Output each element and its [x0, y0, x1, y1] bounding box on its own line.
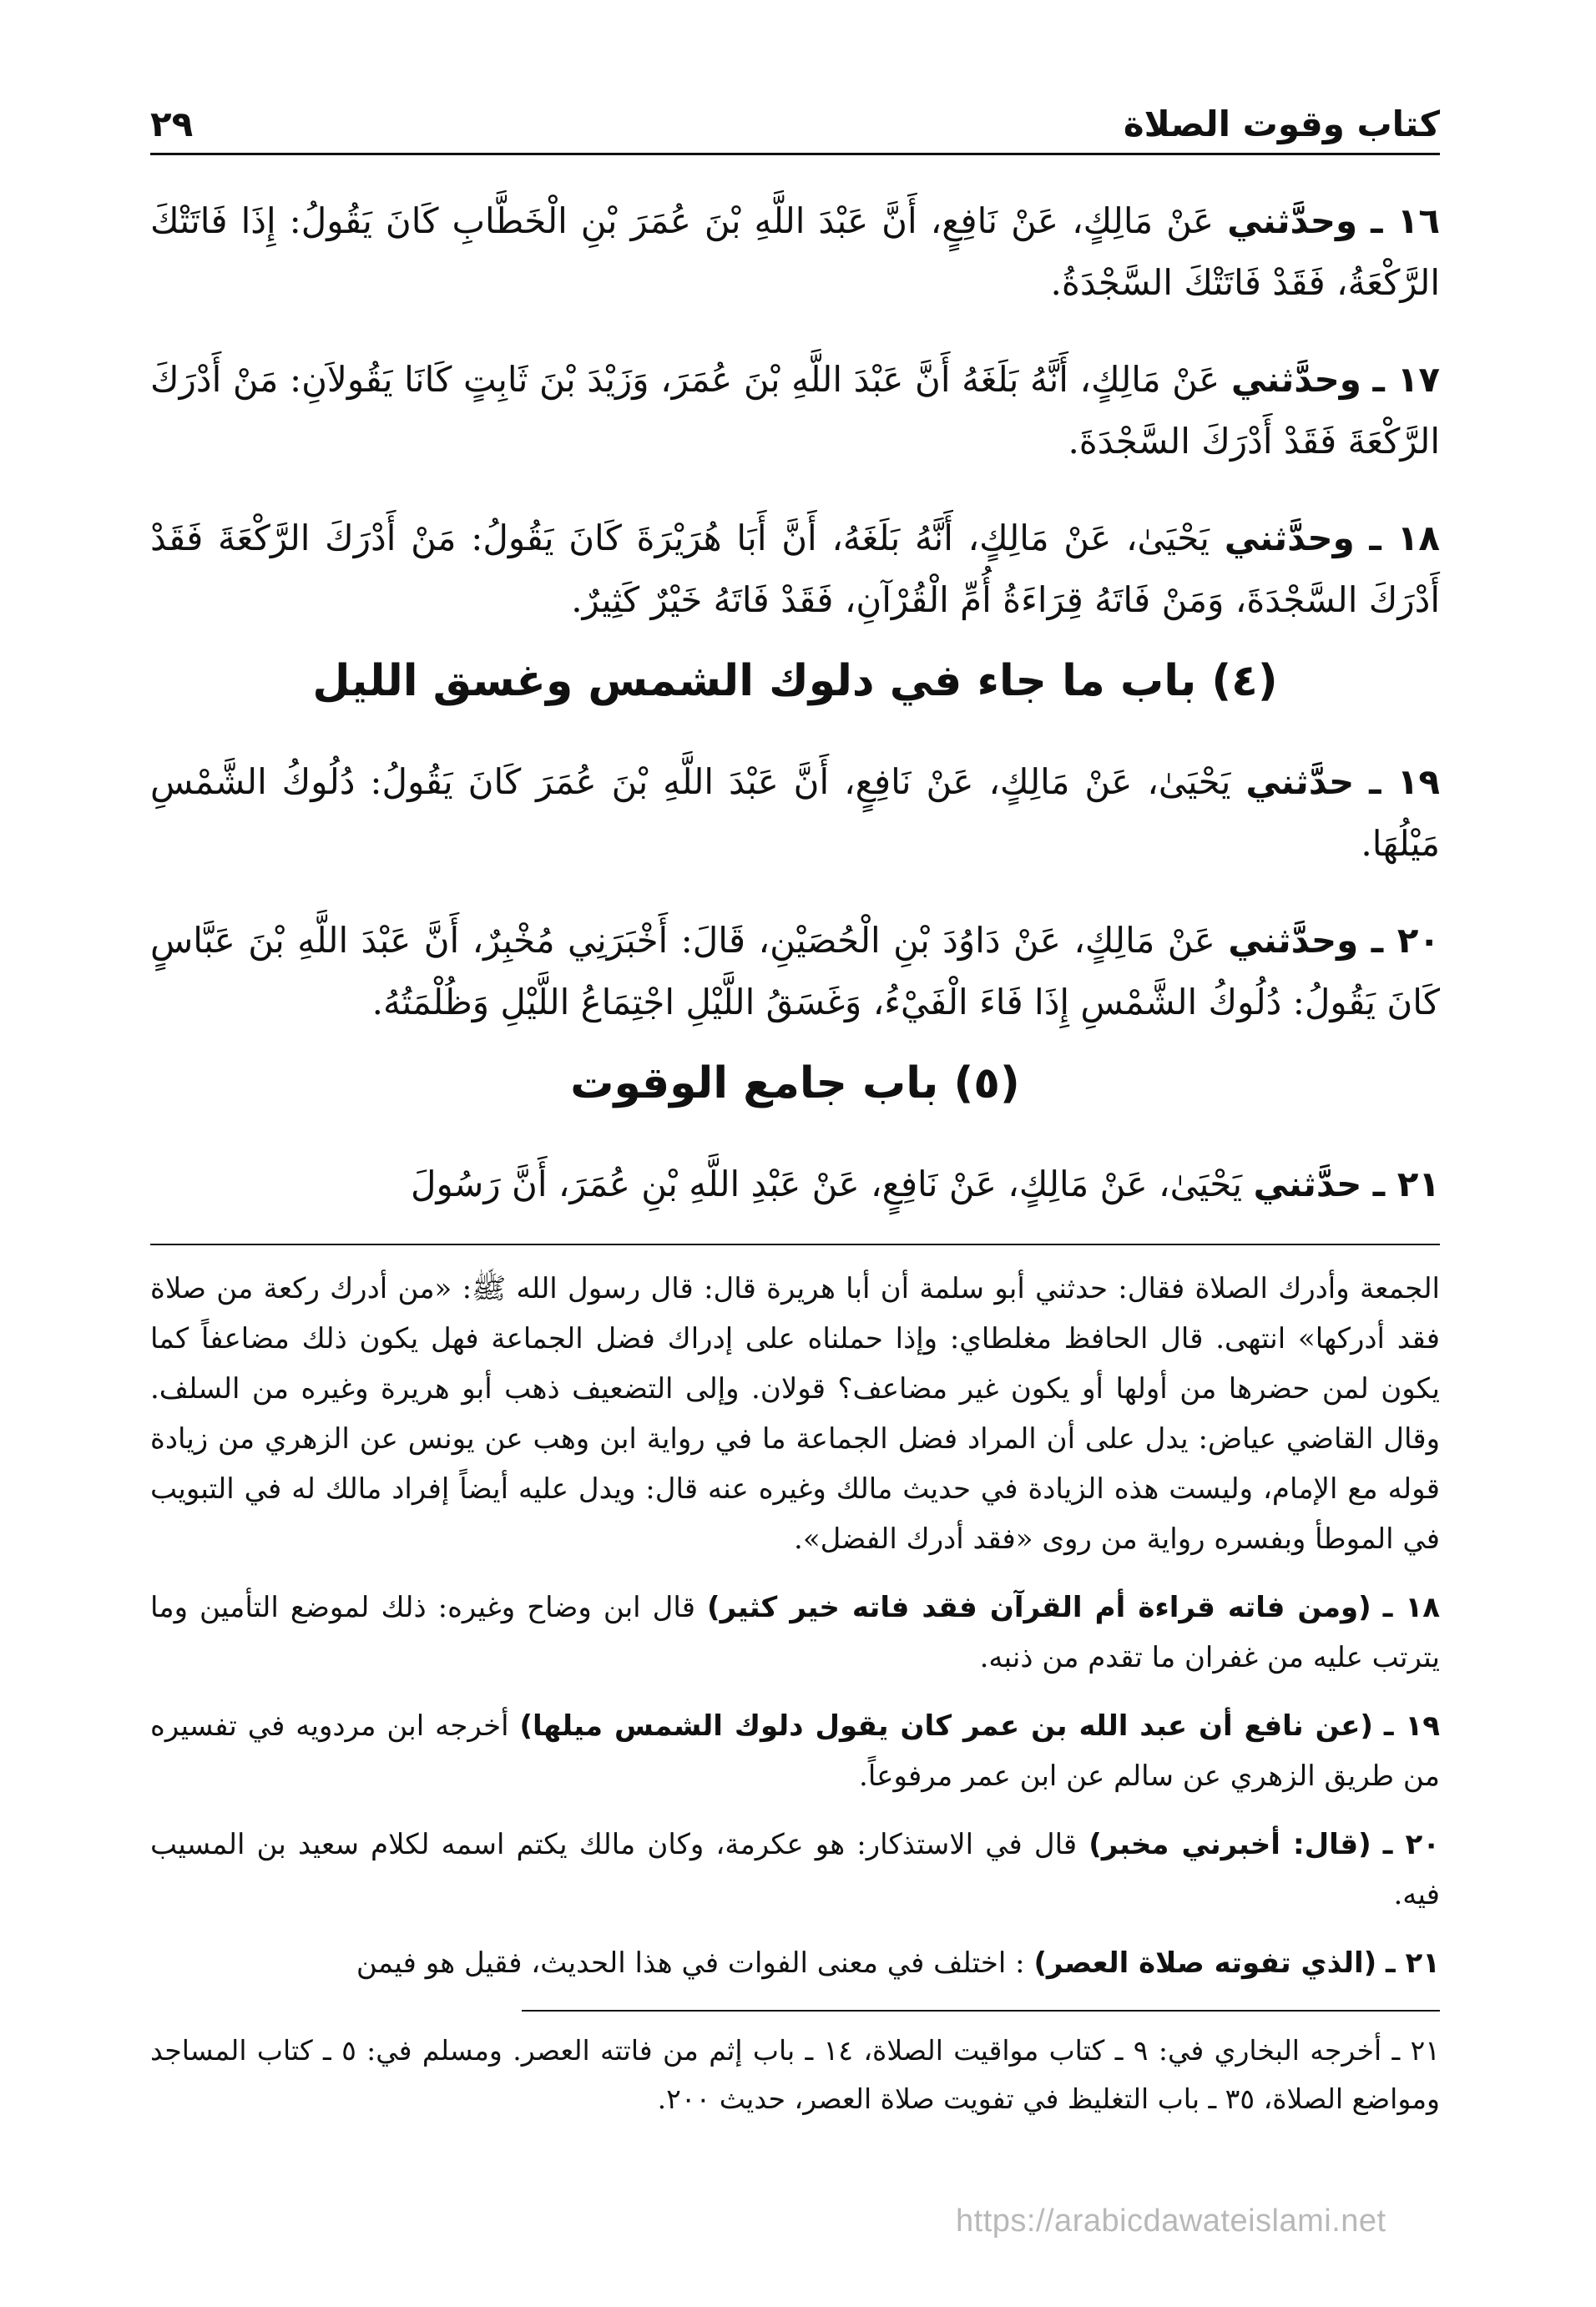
hadith-20 — [150, 910, 1440, 1033]
hadith-16 — [150, 190, 1440, 314]
hadith-lead: وحدَّثني — [1228, 920, 1359, 961]
chapter-5-title: (٥) باب جامع الوقوت — [570, 1058, 1020, 1108]
hadith-number: ٢٠ ـ — [1371, 920, 1440, 961]
hadith-number: ١٩ ـ — [1369, 761, 1440, 802]
commentary-note-19 — [150, 1701, 1440, 1801]
chapter-4-title: (٤) باب ما جاء في دلوك الشمس وغسق الليل — [312, 656, 1278, 706]
commentary-note-21 — [150, 1938, 1440, 1988]
note-quote: (ومن فاته قراءة أم القرآن فقد فاته خير كثير) — [707, 1591, 1371, 1624]
note-quote: (قال: أخبرني مخبر) — [1088, 1828, 1371, 1861]
footnote: ٢١ ـ أخرجه البخاري في: ٩ ـ كتاب مواقيت الصلاة، ١٤ ـ باب إثم من فاتته العصر. ومسلم في: ٥ ـ كتاب المساجد ومواضع الصلاة، ٣٥ ـ باب التغليظ في تفويت صلاة العصر، حديث ٢٠٠. — [150, 2034, 1440, 2115]
hadith-lead: وحدَّثني — [1227, 200, 1358, 241]
note-number: ٢١ ـ — [1386, 1946, 1440, 1980]
hadith-text: عَنْ مَالِكٍ، عَنْ دَاوُدَ بْنِ الْحُصَيْنِ، قَالَ: أَخْبَرَنِي مُخْبِرٌ، أَنَّ عَبْدَ اللَّهِ بْنَ عَبَّاسٍ كَانَ يَقُولُ: دُلُوكُ الشَّمْسِ إِذَا فَاءَ الْفَيْءُ، وَغَسَقُ اللَّيْلِ اجْتِمَاعُ اللَّيْلِ وَظُلْمَتُهُ. — [150, 920, 1440, 1022]
hadith-number: ١٦ ـ — [1371, 200, 1440, 241]
note-text: : اختلف في معنى الفوات في هذا الحديث، فقيل هو فيمن — [356, 1946, 1025, 1980]
page-header — [150, 79, 1440, 155]
hadith-text: عَنْ مَالِكٍ، عَنْ نَافِعٍ، أَنَّ عَبْدَ اللَّهِ بْنَ عُمَرَ بْنِ الْخَطَّابِ كَانَ يَقُولُ: إِذَا فَاتَتْكَ الرَّكْعَةُ، فَقَدْ فَاتَتْكَ السَّجْدَةُ. — [150, 200, 1440, 303]
watermark-url: https://arabicdawateislami.net — [956, 2204, 1386, 2239]
commentary — [150, 1264, 1440, 1988]
hadith-text: يَحْيَىٰ، عَنْ مَالِكٍ، أَنَّهُ بَلَغَهُ، أَنَّ أَبَا هُرَيْرَةَ كَانَ يَقُولُ: مَنْ أَدْرَكَ الرَّكْعَةَ فَقَدْ أَدْرَكَ السَّجْدَةَ، وَمَنْ فَاتَهُ قِرَاءَةُ أُمِّ الْقُرْآنِ، فَقَدْ فَاتَهُ خَيْرٌ كَثِيرٌ. — [150, 517, 1440, 620]
footnote-divider — [522, 2010, 1440, 2012]
hadith-19 — [150, 751, 1440, 875]
hadith-number: ١٨ ـ — [1369, 517, 1441, 558]
hadith-lead: حدَّثني — [1245, 761, 1355, 802]
page-number: ٢٩ — [150, 103, 194, 144]
hadith-18 — [150, 507, 1440, 631]
page — [150, 79, 1440, 2249]
note-number: ٢٠ ـ — [1382, 1828, 1440, 1861]
note-text: قال ابن وضاح وغيره: ذلك لموضع التأمين وما يترتب عليه من غفران ما تقدم من ذنبه. — [150, 1591, 1440, 1674]
note-text: قال في الاستذكار: هو عكرمة، وكان مالك يكتم اسمه لكلام سعيد بن المسيب فيه. — [150, 1828, 1440, 1911]
commentary-paragraph: الجمعة وأدرك الصلاة فقال: حدثني أبو سلمة أن أبا هريرة قال: قال رسول الله ﷺ: «من أدرك ركعة من صلاة فقد أدركها» انتهى. قال الحافظ مغلطاي: وإذا حملناه على إدراك فضل الجماعة فهل يكون ذلك مضاعفاً كما يكون لمن حضرها من أولها أو يكون غير مضاعف؟ قولان. وإلى التضعيف ذهب أبو هريرة وغيره من السلف. وقال القاضي عياض: يدل على أن المراد فضل الجماعة ما في رواية ابن وهب عن يونس عن الزهري من زيادة قوله مع الإمام، وليست هذه الزيادة في حديث مالك وغيره عنه قال: ويدل عليه أيضاً إفراد مالك له في التبويب في الموطأ وبفسره رواية من روى «فقد أدرك الفضل». — [150, 1272, 1440, 1556]
commentary-divider — [150, 1244, 1440, 1245]
running-title: كتاب وقوت الصلاة — [1123, 103, 1440, 144]
hadith-17 — [150, 349, 1440, 472]
hadith-21 — [150, 1154, 1440, 1215]
commentary-note-20 — [150, 1820, 1440, 1920]
main-text — [150, 190, 1440, 1215]
hadith-text: عَنْ مَالِكٍ، أَنَّهُ بَلَغَهُ أَنَّ عَبْدَ اللَّهِ بْنَ عُمَرَ، وَزَيْدَ بْنَ ثَابِتٍ كَانَا يَقُولاَنِ: مَنْ أَدْرَكَ الرَّكْعَةَ فَقَدْ أَدْرَكَ السَّجْدَةَ. — [150, 359, 1440, 462]
hadith-number: ١٧ ـ — [1372, 359, 1440, 400]
hadith-text: يَحْيَىٰ، عَنْ مَالِكٍ، عَنْ نَافِعٍ، أَنَّ عَبْدَ اللَّهِ بْنَ عُمَرَ كَانَ يَقُولُ: دُلُوكُ الشَّمْسِ مَيْلُهَا. — [150, 761, 1440, 864]
note-quote: (الذي تفوته صلاة العصر) — [1033, 1946, 1377, 1980]
note-quote: (عن نافع أن عبد الله بن عمر كان يقول دلوك الشمس ميلها) — [519, 1709, 1373, 1743]
note-text: أخرجه ابن مردويه في تفسيره من طريق الزهري عن سالم عن ابن عمر مرفوعاً. — [150, 1709, 1440, 1793]
commentary-note-18 — [150, 1583, 1440, 1683]
note-number: ١٨ ـ — [1382, 1591, 1440, 1624]
note-number: ١٩ ـ — [1383, 1709, 1440, 1743]
hadith-text: يَحْيَىٰ، عَنْ مَالِكٍ، عَنْ نَافِعٍ، عَنْ عَبْدِ اللَّهِ بْنِ عُمَرَ، أَنَّ رَسُولَ — [410, 1164, 1243, 1204]
hadith-lead: حدَّثني — [1253, 1164, 1362, 1204]
hadith-lead: وحدَّثني — [1224, 517, 1355, 558]
hadith-number: ٢١ ـ — [1372, 1164, 1440, 1204]
hadith-lead: وحدَّثني — [1230, 359, 1361, 400]
